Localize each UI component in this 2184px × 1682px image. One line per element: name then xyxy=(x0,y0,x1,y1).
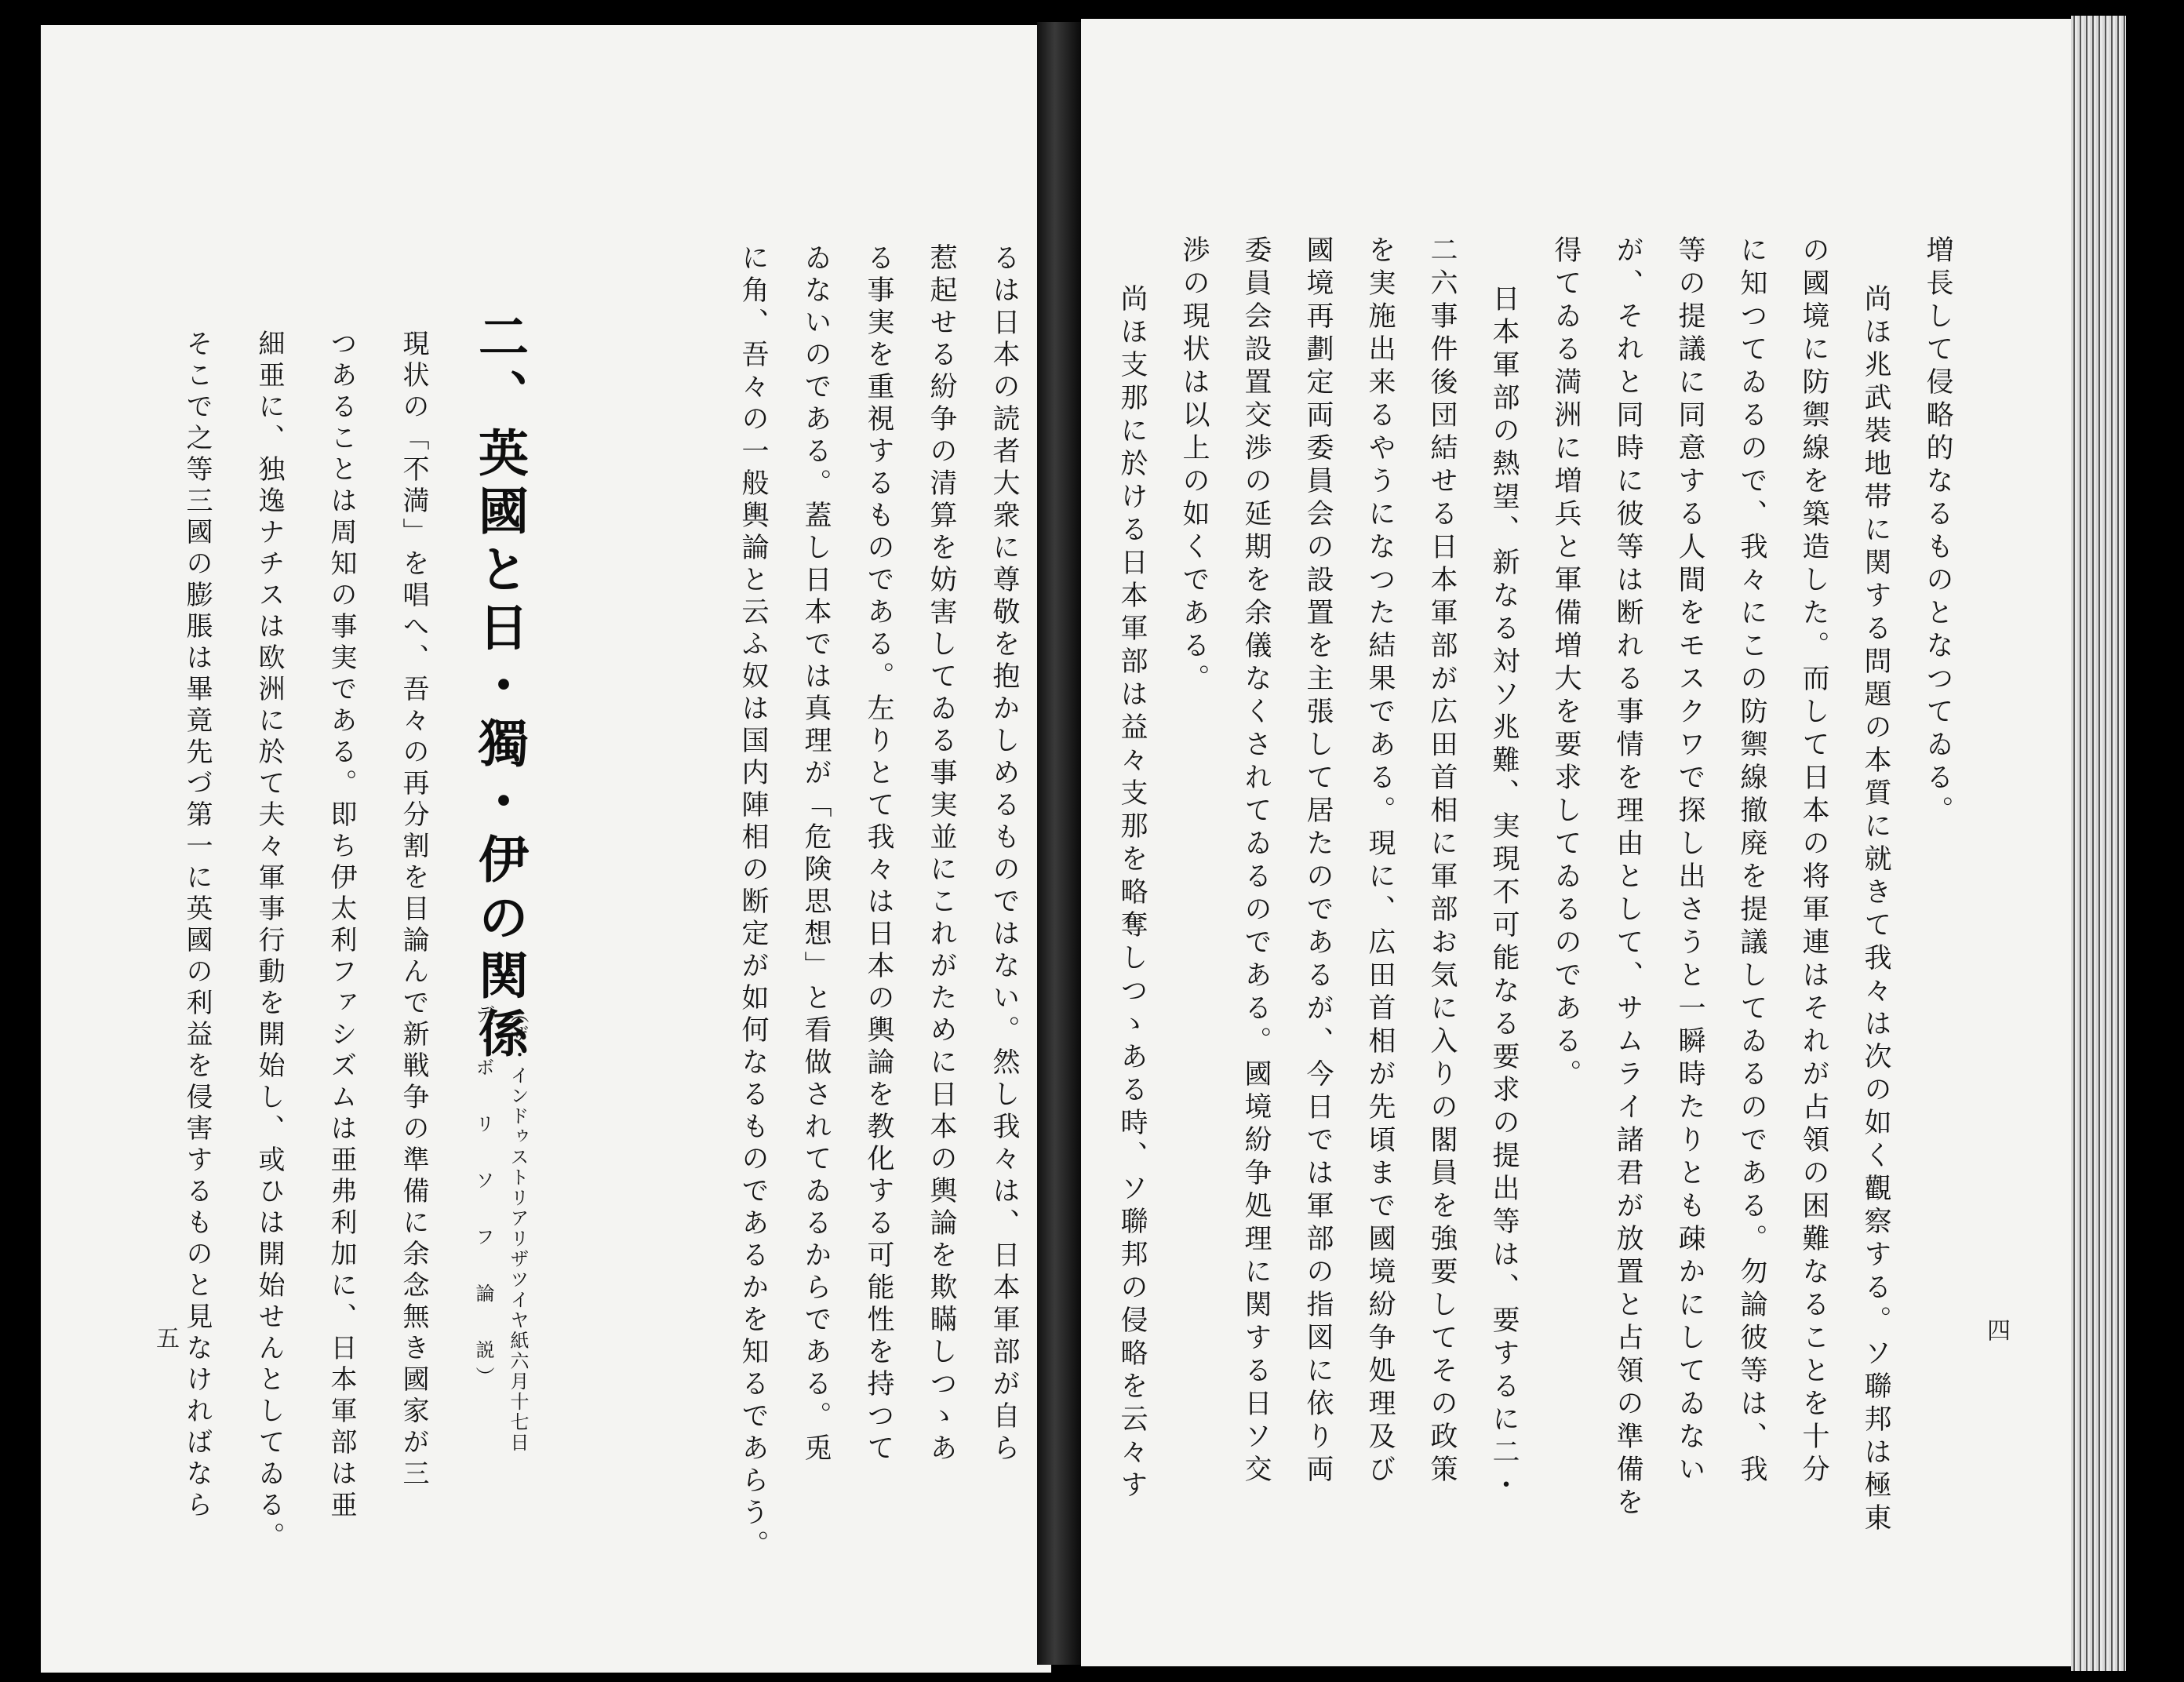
text-line: に知つてゐるので、我々にこの防禦線撤廃を提議してゐるのである。勿論彼等は、我 xyxy=(1736,235,1767,1487)
source-citation: （ザ・インドゥストリアリザツイヤ紙六月十七日 xyxy=(507,1004,529,1453)
text-line: るは日本の読者大衆に尊敬を抱かしめるものではない。然し我々は、日本軍部が自ら xyxy=(988,243,1020,1465)
text-line: 尚ほ兆武裝地帯に関する問題の本質に就きて我々は次の如く觀察する。ソ聯邦は極東 xyxy=(1860,284,1891,1536)
text-line: 尚ほ支那に於ける日本軍部は益々支那を略奪しつゝある時、ソ聯邦の侵略を云々す xyxy=(1116,284,1148,1503)
text-line: に角、吾々の一般輿論と云ふ奴は国内陣相の断定が如何なるものであるかを知るであらう。 xyxy=(737,243,769,1562)
text-line: 渉の現状は以上の如くである。 xyxy=(1178,235,1210,697)
text-line: つあることは周知の事実である。即ち伊太利ファシズムは亜弗利加に、日本軍部は亜 xyxy=(326,329,357,1522)
text-line: を実施出来るやうになつた結果である。現に、広田首相が先頃まで國境紛争処理及び xyxy=(1364,235,1396,1487)
section-heading: 二、英國と日・獨・伊の関係 xyxy=(470,311,529,1065)
text-line: 増長して侵略的なるものとなつてゐる。 xyxy=(1922,235,1953,828)
page-number: 五 xyxy=(151,1326,179,1349)
text-line: 等の提議に同意する人間をモスクワで探し出さうと一瞬時たりとも疎かにしてゐない xyxy=(1674,235,1705,1487)
page-edges xyxy=(2071,16,2126,1671)
text-line: 國境再劃定両委員会の設置を主張して居たのであるが、今日では軍部の指図に依り両 xyxy=(1302,235,1334,1487)
book-gutter xyxy=(1037,22,1081,1665)
text-line: ゐないのである。蓋し日本では真理が「危険思想」と看做されてゐるからである。兎 xyxy=(800,243,832,1465)
text-line: 得てゐる満洲に増兵と軍備増大を要求してゐるのである。 xyxy=(1550,235,1582,1092)
text-line: 日本軍部の熱望、新なる対ソ兆難、実現不可能なる要求の提出等は、要するに二・ xyxy=(1488,284,1520,1503)
text-line: る事実を重視するものである。左りとて我々は日本の輿論を教化する可能性を持つて xyxy=(863,243,894,1465)
text-line: 委員会設置交渉の延期を余儀なくされてゐるのである。國境紛争処理に関する日ソ交 xyxy=(1240,235,1272,1487)
text-line: そこで之等三國の膨脹は畢竟先づ第一に英國の利益を侵害するものと見なければなら xyxy=(181,329,213,1522)
text-line: 二六事件後団結せる日本軍部が広田首相に軍部お気に入りの閣員を強要してその政策 xyxy=(1426,235,1458,1487)
page-number: 四 xyxy=(1982,1318,2010,1342)
text-line: が、それと同時に彼等は断れる事情を理由として、サムライ諸君が放置と占領の準備を xyxy=(1612,235,1643,1520)
text-line: 惹起せる紛争の清算を妨害してゐる事実並にこれがために日本の輿論を欺瞞しつゝあ xyxy=(926,243,957,1465)
source-author: デ・ボ リ ソ フ 論 説） xyxy=(472,1004,494,1393)
text-line: 細亜に、独逸ナチスは欧洲に於て夫々軍事行動を開始し、或ひは開始せんとしてゐる。 xyxy=(253,329,285,1553)
text-line: の國境に防禦線を築造した。而して日本の将軍連はそれが占領の困難なることを十分 xyxy=(1798,235,1829,1487)
text-line: 現状の「不満」を唱へ、吾々の再分割を目論んで新戦争の準備に余念無き國家が三 xyxy=(398,329,429,1491)
